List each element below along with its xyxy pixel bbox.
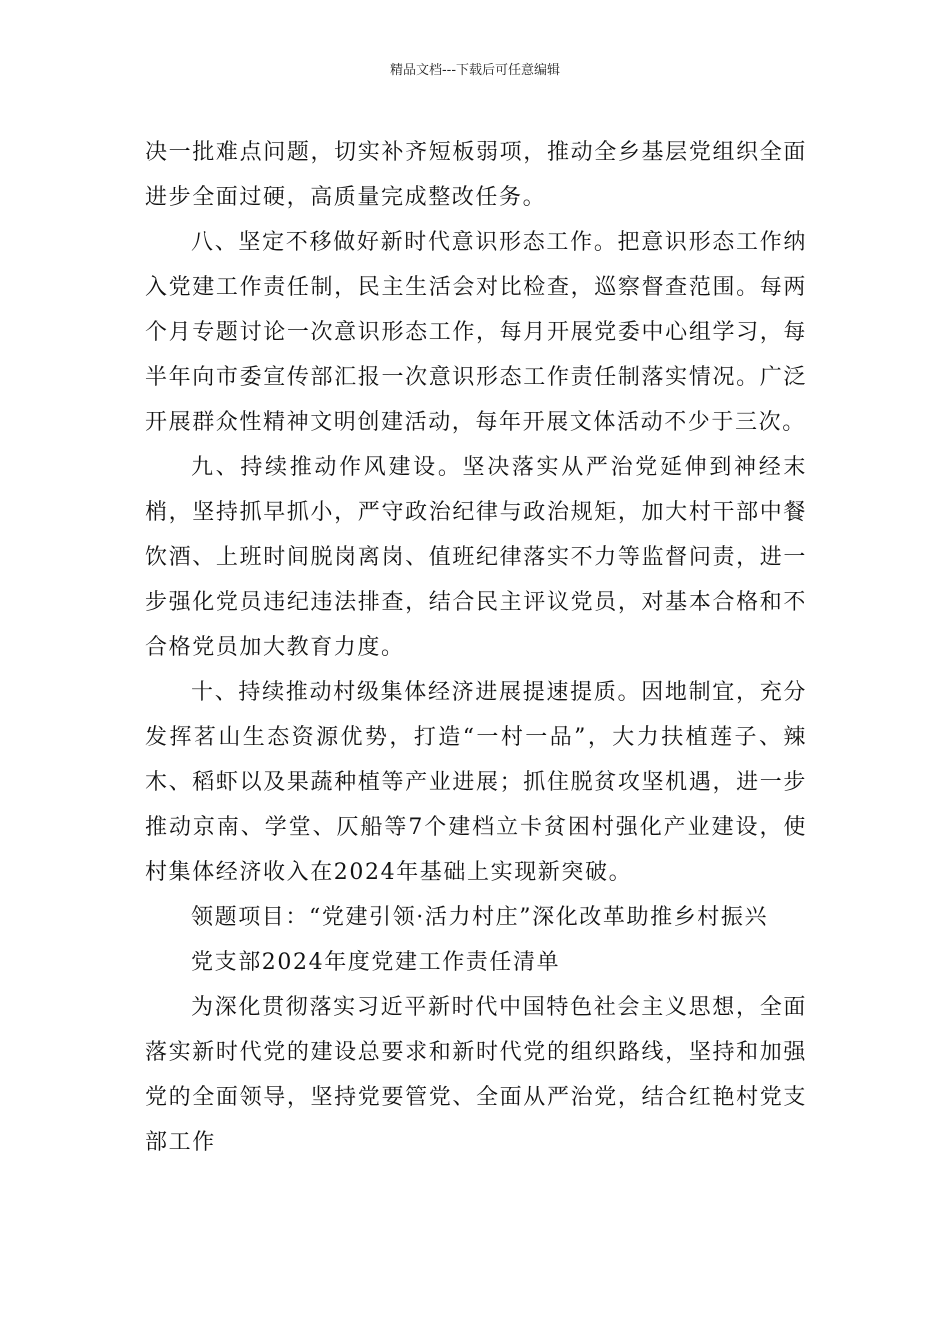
paragraph-section-ten: 十、持续推动村级集体经济进展提速提质。因地制宜，充分发挥茗山生态资源优势，打造“一村一品”，大力扶植莲子、辣木、稻虾以及果蔬种植等产业进展；抓住脱贫攻坚机遇，进一步推动京南、学堂、仄船等7个建档立卡贫困村强化产业建设，使村集体经济收入在2024年基础上实现新突破。 (145, 680, 807, 885)
project-heading: 领题项目：“党建引领·活力村庄”深化改革助推乡村振兴 (191, 905, 769, 930)
paragraph-continuation: 决一批难点问题，切实补齐短板弱项，推动全乡基层党组织全面进步全面过硬，高质量完成整改任务。 (145, 140, 807, 210)
paragraph-section-eight: 八、坚定不移做好新时代意识形态工作。把意识形态工作纳入党建工作责任制，民主生活会对比检查，巡察督查范围。每两个月专题讨论一次意识形态工作，每月开展党委中心组学习，每半年向市委宣传部汇报一次意识形态工作责任制落实情况。广泛开展群众性精神文明创建活动，每年开展文体活动不少于三次。 (145, 230, 807, 435)
document-body (145, 130, 807, 1165)
page-header: 精品文档---下载后可任意编辑 (389, 63, 561, 78)
paragraph-intro: 为深化贯彻落实习近平新时代中国特色社会主义思想，全面落实新时代党的建设总要求和新时代党的组织路线，坚持和加强党的全面领导，坚持党要管党、全面从严治党，结合红艳村党支部工作 (145, 995, 807, 1155)
paragraph-section-nine: 九、持续推动作风建设。坚决落实从严治党延伸到神经末梢，坚持抓早抓小，严守政治纪律与政治规矩，加大村干部中餐饮酒、上班时间脱岗离岗、值班纪律落实不力等监督问责，进一步强化党员违纪违法排查，结合民主评议党员，对基本合格和不合格党员加大教育力度。 (145, 455, 807, 660)
responsibility-list-title: 党支部2024年度党建工作责任清单 (191, 950, 561, 975)
